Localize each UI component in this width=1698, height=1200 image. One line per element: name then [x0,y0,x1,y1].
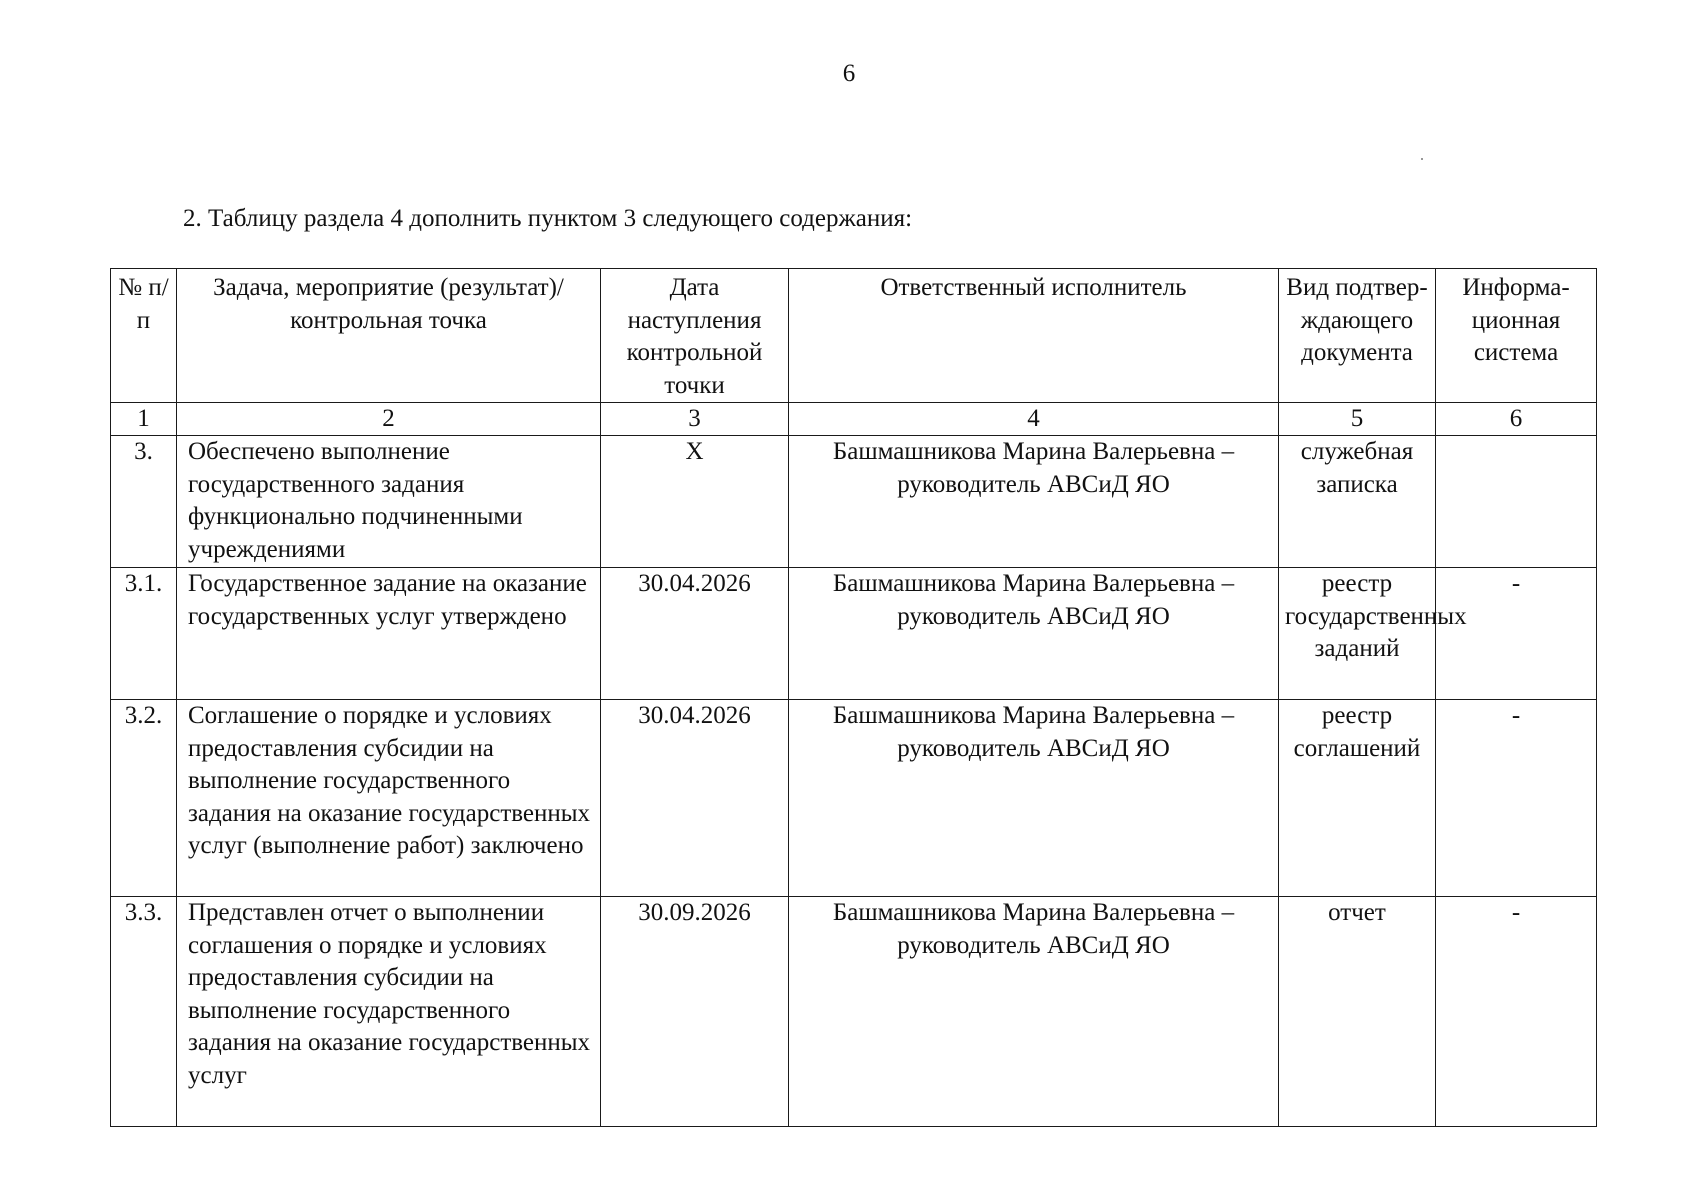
scan-artifact-dot [1421,158,1423,160]
row-doc: отчет [1279,897,1436,1127]
column-number: 3 [601,403,789,436]
column-number: 6 [1436,403,1597,436]
row-num: 3.1. [111,568,177,700]
row-date: X [601,436,789,568]
row-date: 30.04.2026 [601,700,789,897]
header-num: № п/п [111,269,177,403]
table-row [111,436,1597,568]
table-row [111,897,1597,1127]
header-doc: Вид подтвер-ждающего документа [1279,269,1436,403]
intro-paragraph: 2. Таблицу раздела 4 дополнить пунктом 3 следующего содержания: [183,205,913,232]
row-system [1436,436,1597,568]
column-number: 1 [111,403,177,436]
header-system: Информа-ционная система [1436,269,1597,403]
row-system: - [1436,897,1597,1127]
row-system: - [1436,568,1597,700]
row-num: 3.2. [111,700,177,897]
row-doc: реестр соглашений [1279,700,1436,897]
row-task: Государственное задание на оказание государственных услуг утверждено [177,568,601,700]
header-date: Дата наступления контрольной точки [601,269,789,403]
row-executor: Башмашникова Марина Валерьевна – руководитель АВСиД ЯО [789,897,1279,1127]
table-row [111,568,1597,700]
row-executor: Башмашникова Марина Валерьевна – руководитель АВСиД ЯО [789,436,1279,568]
table-body [110,402,1597,1127]
row-num: 3. [111,436,177,568]
row-task: Соглашение о порядке и условиях предоставления субсидии на выполнение государственного задания на оказание государственных услуг (выполнение работ) заключено [177,700,601,897]
row-num: 3.3. [111,897,177,1127]
row-doc: служебная записка [1279,436,1436,568]
row-task: Представлен отчет о выполнении соглашения о порядке и условиях предоставления субсидии на выполнение государственного задания на оказание государственных услуг [177,897,601,1127]
header-task: Задача, мероприятие (результат)/ контрольная точка [177,269,601,403]
row-date: 30.04.2026 [601,568,789,700]
row-task: Обеспечено выполнение государственного задания функционально подчиненными учреждениями [177,436,601,568]
header-executor: Ответственный исполнитель [789,269,1279,403]
table-row [111,700,1597,897]
row-doc: реестр государственных заданий [1279,568,1436,700]
page-number: 6 [842,60,856,87]
row-executor: Башмашникова Марина Валерьевна – руководитель АВСиД ЯО [789,568,1279,700]
row-date: 30.09.2026 [601,897,789,1127]
column-number: 5 [1279,403,1436,436]
row-system: - [1436,700,1597,897]
column-number: 2 [177,403,601,436]
row-executor: Башмашникова Марина Валерьевна – руководитель АВСиД ЯО [789,700,1279,897]
column-number: 4 [789,403,1279,436]
column-number-row [111,403,1597,436]
table-header [110,268,1597,403]
